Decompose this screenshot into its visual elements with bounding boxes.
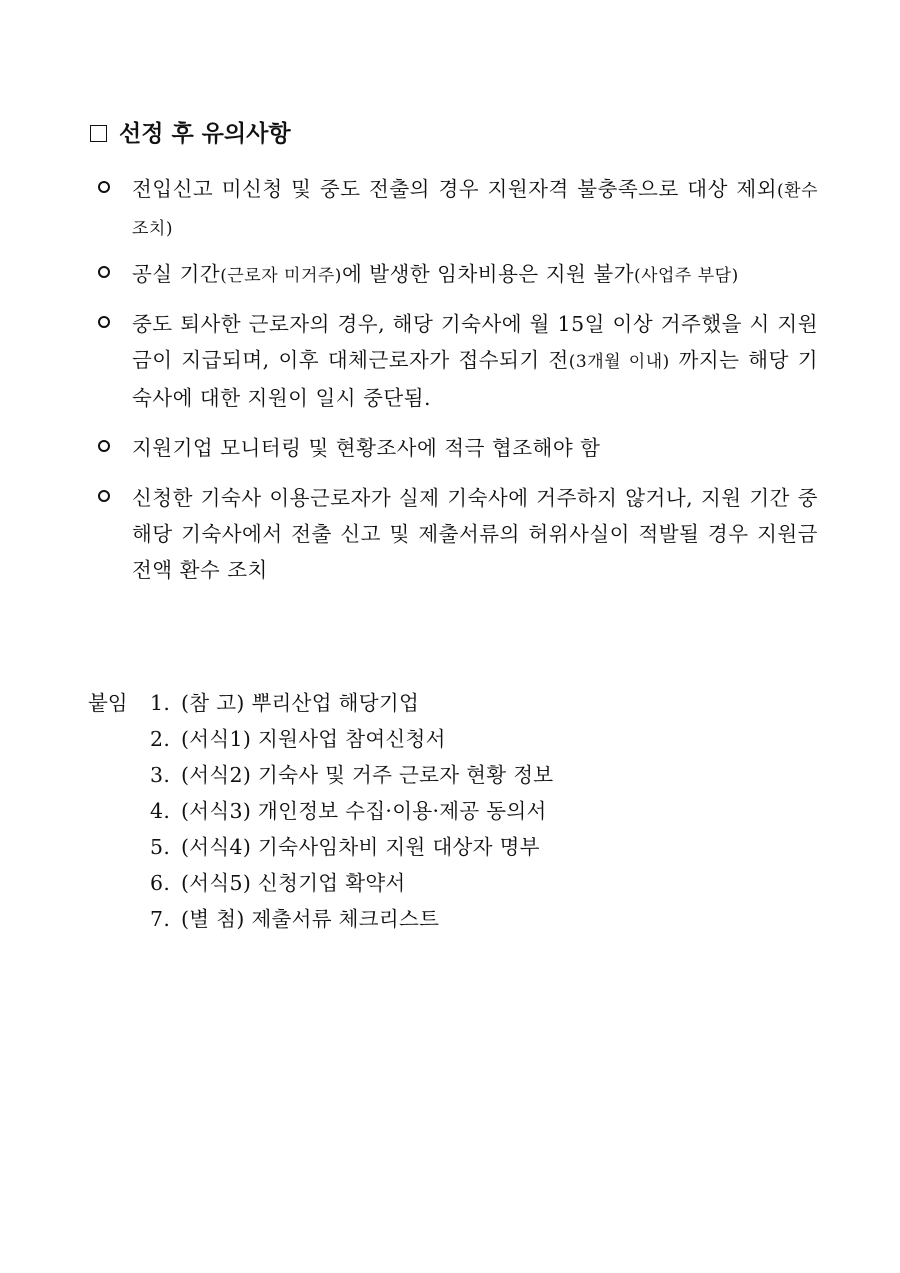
attachment-tag: (서식1): [181, 727, 252, 751]
attachment-num: 2.: [150, 727, 171, 751]
attachments-label: 붙임: [88, 691, 128, 715]
attachment-title: 지원사업 참여신청서: [257, 727, 446, 751]
notice-item-3: [98, 306, 818, 416]
notice-text: 신청한 기숙사 이용근로자가 실제 기숙사에 거주하지 않거나, 지원 기간 중 해당 기숙사에서 전출 신고 및 제출서류의 허위사실이 적발될 경우 지원금 전액 환수 조치: [132, 486, 818, 582]
attachment-num: 4.: [150, 799, 171, 823]
attachment-num: 1.: [150, 691, 171, 715]
attachment-tag: (서식3): [181, 799, 252, 823]
attachment-item: [150, 721, 553, 757]
notice-note-2: (사업주 부담): [633, 266, 739, 286]
circle-bullet-icon: [98, 440, 110, 452]
attachment-title: 기숙사임차비 지원 대상자 명부: [257, 835, 540, 859]
notice-text: 공실 기간: [132, 262, 221, 286]
notice-text: 중도 퇴사한 근로자의 경우, 해당 기숙사에 월 15일 이상 거주했을 시 지원금이 지급되며, 이후 대체근로자가 접수되기 전: [132, 312, 818, 372]
attachment-item: [150, 757, 553, 793]
attachment-item: [150, 865, 553, 901]
notice-item-1: [98, 171, 818, 247]
notice-note: (근로자 미거주): [220, 266, 342, 286]
notice-note: (환수조치): [132, 181, 818, 239]
attachment-item: [150, 793, 553, 829]
notice-tail: 에 발생한 임차비용은 지원 불가: [341, 262, 634, 286]
attachment-item: [150, 685, 553, 721]
attachment-title: 뿌리산업 해당기업: [251, 691, 420, 715]
notice-item-4: [98, 430, 818, 466]
circle-bullet-icon: [98, 266, 110, 278]
notice-text: 지원기업 모니터링 및 현황조사에 적극 협조해야 함: [132, 436, 601, 460]
circle-bullet-icon: [98, 316, 110, 328]
attachment-item: [150, 901, 553, 937]
attachment-tag: (참 고): [181, 691, 245, 715]
checkbox-icon: [90, 125, 107, 142]
notice-tail: 까지는 해당 기숙사에 대한 지원이 일시 중단됨.: [132, 348, 818, 410]
section-title-text: 선정 후 유의사항: [119, 121, 291, 147]
attachment-title: 개인정보 수집·이용·제공 동의서: [257, 799, 547, 823]
notice-item-5: [98, 480, 818, 588]
notice-note: (3개월 이내): [568, 352, 670, 372]
attachment-tag: (서식5): [181, 871, 252, 895]
attachment-tag: (서식2): [181, 763, 252, 787]
notice-text: 전입신고 미신청 및 중도 전출의 경우 지원자격 불충족으로 대상 제외: [132, 177, 778, 201]
circle-bullet-icon: [98, 181, 110, 193]
attachments-list: [150, 685, 553, 937]
circle-bullet-icon: [98, 490, 110, 502]
attachment-num: 6.: [150, 871, 171, 895]
attachment-num: 5.: [150, 835, 171, 859]
notice-item-2: [98, 256, 818, 294]
attachment-title: 신청기업 확약서: [257, 871, 406, 895]
attachment-num: 3.: [150, 763, 171, 787]
attachment-tag: (서식4): [181, 835, 252, 859]
attachment-item: [150, 829, 553, 865]
section-title: [90, 116, 291, 152]
attachment-num: 7.: [150, 907, 171, 931]
attachment-tag: (별 첨): [181, 907, 245, 931]
attachment-title: 기숙사 및 거주 근로자 현황 정보: [257, 763, 554, 787]
attachment-title: 제출서류 체크리스트: [251, 907, 440, 931]
